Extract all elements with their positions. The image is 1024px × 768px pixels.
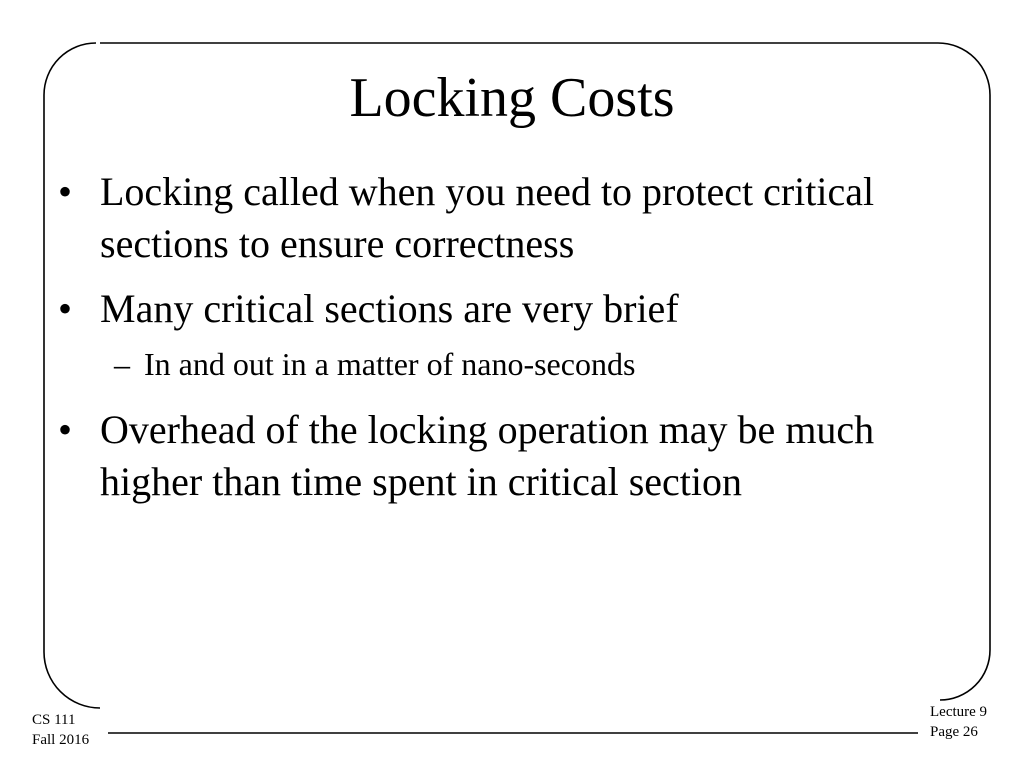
footer-term: Fall 2016 bbox=[32, 732, 90, 748]
footer-lecture: Lecture 9 bbox=[930, 704, 988, 720]
bullet-marker: • bbox=[58, 169, 73, 214]
bullet-item bbox=[56, 166, 986, 270]
bullet-text: Locking called when you need to protect critical sections to ensure correctness bbox=[100, 169, 875, 266]
bullet-marker: • bbox=[58, 286, 73, 331]
bullet-text: Overhead of the locking operation may be much higher than time spent in critical section bbox=[100, 407, 875, 504]
bullet-item bbox=[56, 404, 986, 508]
bullet-text: Many critical sections are very brief bbox=[100, 286, 679, 331]
footer-course-info bbox=[32, 710, 89, 750]
bullet-item bbox=[56, 283, 986, 335]
bullet-list bbox=[56, 166, 986, 521]
sub-bullet-text: In and out in a matter of nano-seconds bbox=[144, 346, 636, 382]
sub-bullet-marker: – bbox=[114, 346, 130, 382]
footer-page-number: Page 26 bbox=[930, 724, 978, 740]
slide-title: Locking Costs bbox=[349, 67, 675, 129]
footer-course: CS 111 bbox=[32, 712, 76, 728]
footer-page-info bbox=[930, 702, 987, 742]
bullet-marker: • bbox=[58, 407, 73, 452]
sub-bullet-item bbox=[56, 344, 986, 384]
